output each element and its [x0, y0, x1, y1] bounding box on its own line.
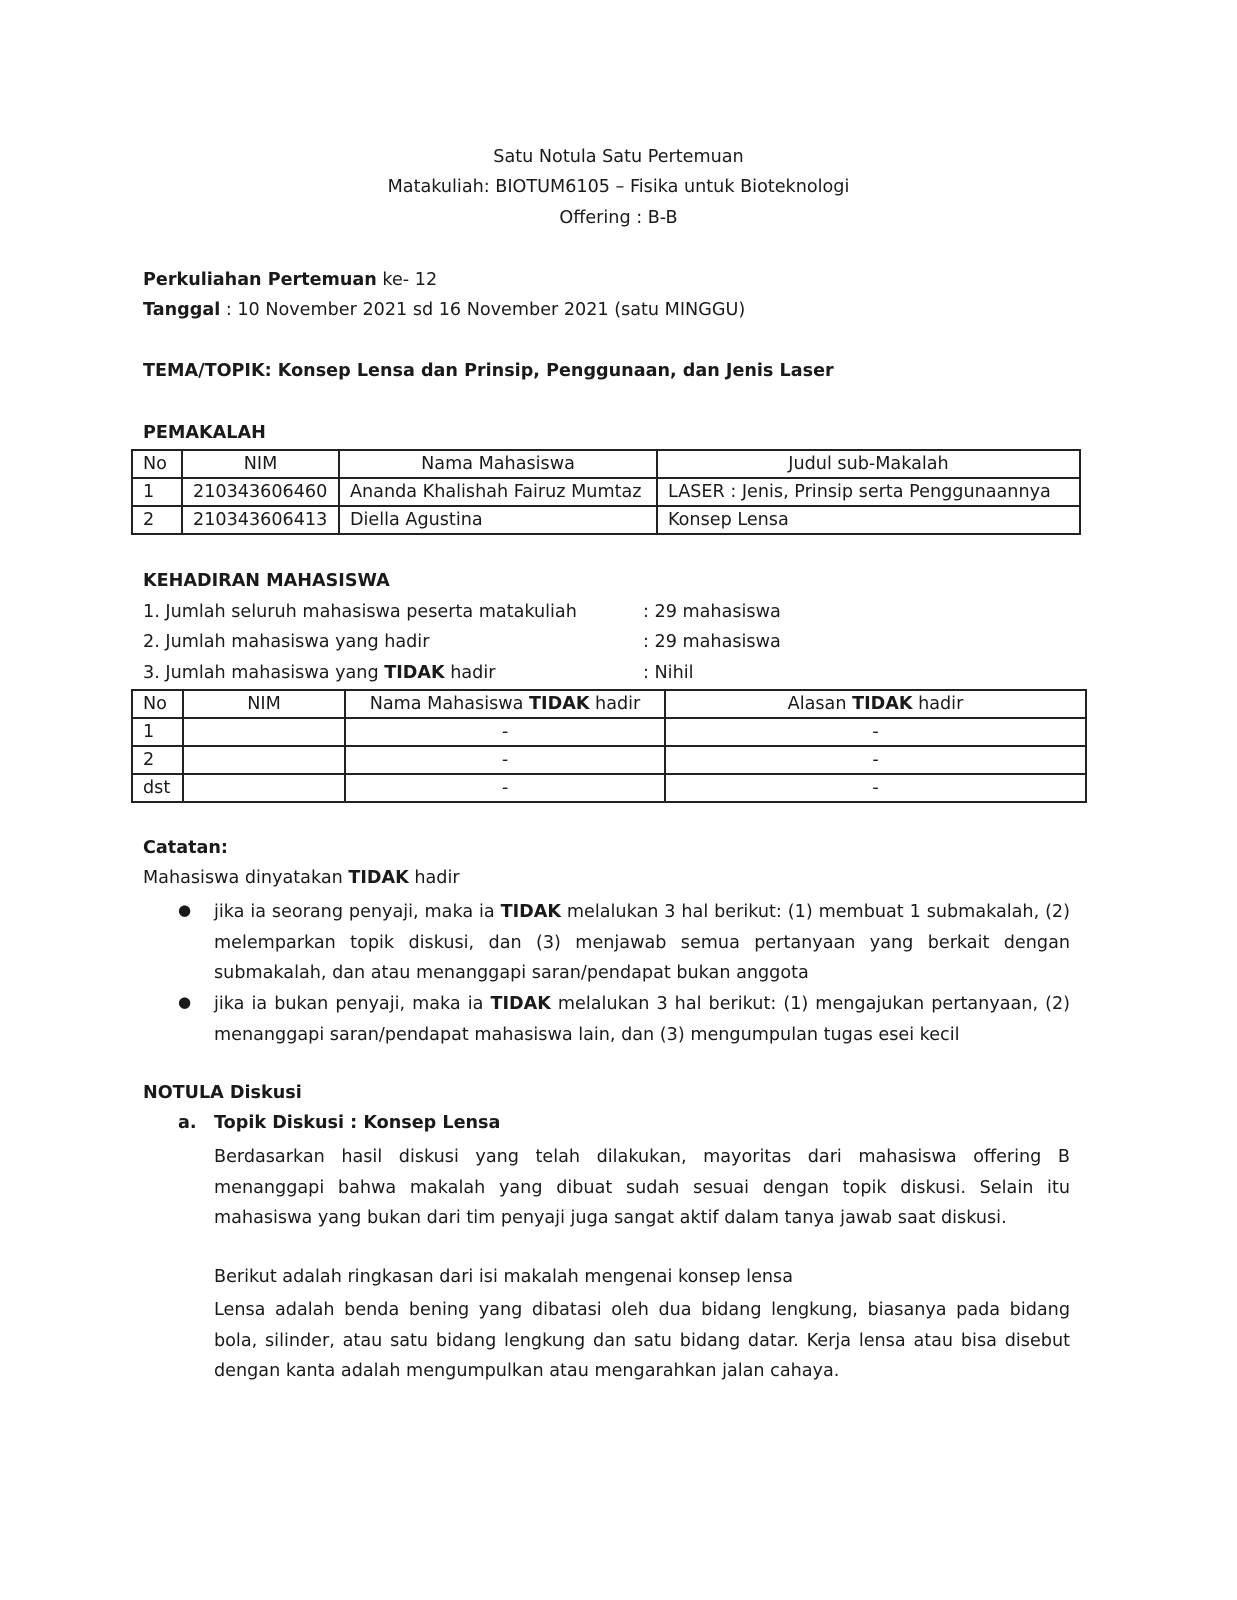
col-no: No [132, 450, 182, 478]
course-line: Matakuliah: BIOTUM6105 – Fisika untuk Bioteknologi [387, 177, 850, 197]
document-title: Satu Notula Satu Pertemuan [493, 147, 744, 167]
attendance-item-3-label: 3. Jumlah mahasiswa yang TIDAK hadir [143, 663, 496, 683]
col-absent-name: Nama Mahasiswa TIDAK hadir [345, 690, 665, 718]
cell-nim [183, 718, 345, 746]
cell-title: LASER : Jenis, Prinsip serta Penggunaannya [657, 478, 1080, 506]
attendance-item-1-label: 1. Jumlah seluruh mahasiswa peserta matakuliah [143, 602, 577, 622]
table-row [132, 506, 1080, 534]
notula-heading: NOTULA Diskusi [143, 1083, 302, 1103]
meeting-value: ke- 12 [382, 270, 438, 290]
attendance-item-2-value: : 29 mahasiswa [643, 632, 781, 652]
attendance-item-2-label: 2. Jumlah mahasiswa yang hadir [143, 632, 430, 652]
col-title: Judul sub-Makalah [657, 450, 1080, 478]
date-value: : 10 November 2021 sd 16 November 2021 (satu MINGGU) [225, 300, 746, 320]
col-absent-reason: Alasan TIDAK hadir [665, 690, 1086, 718]
notes-heading: Catatan: [143, 838, 228, 858]
attendance-item-1-value: : 29 mahasiswa [643, 602, 781, 622]
cell-name: - [345, 718, 665, 746]
cell-reason: - [665, 774, 1086, 802]
cell-name: - [345, 774, 665, 802]
col-nim: NIM [182, 450, 339, 478]
topic-heading: TEMA/TOPIK: Konsep Lensa dan Prinsip, Penggunaan, dan Jenis Laser [143, 361, 834, 381]
notes-intro: Mahasiswa dinyatakan TIDAK hadir [143, 868, 460, 888]
col-nim: NIM [183, 690, 345, 718]
offering-line: Offering : B-B [559, 208, 678, 228]
cell-title: Konsep Lensa [657, 506, 1080, 534]
cell-no: 2 [132, 746, 183, 774]
table-row [132, 478, 1080, 506]
notula-paragraph-1: Berdasarkan hasil diskusi yang telah dilakukan, mayoritas dari mahasiswa offering B menanggapi bahwa makalah yang dibuat sudah sesuai dengan topik diskusi. Selain itu mahasiswa yang bukan dari tim penyaji juga sangat aktif dalam tanya jawab saat diskusi. [214, 1147, 1070, 1228]
cell-name: Ananda Khalishah Fairuz Mumtaz [339, 478, 657, 506]
cell-no: 1 [132, 718, 183, 746]
col-name: Nama Mahasiswa [339, 450, 657, 478]
notes-bullet-2: jika ia bukan penyaji, maka ia TIDAK melalukan 3 hal berikut: (1) mengajukan pertanyaan, (2) menanggapi saran/pendapat mahasiswa lain, dan (3) mengumpulan tugas esei kecil [214, 994, 1070, 1045]
cell-name: - [345, 746, 665, 774]
table-row [132, 746, 1086, 774]
cell-nim [183, 774, 345, 802]
col-no: No [132, 690, 183, 718]
meeting-line [143, 268, 437, 292]
cell-no: 2 [132, 506, 182, 534]
notula-paragraph-2: Lensa adalah benda bening yang dibatasi oleh dua bidang lengkung, biasanya pada bidang bola, silinder, atau satu bidang lengkung dan satu bidang datar. Kerja lensa atau bisa disebut dengan kanta adalah mengumpulkan atau mengarahkan jalan cahaya. [214, 1300, 1070, 1381]
bullet-icon: ● [178, 901, 192, 919]
notula-summary-intro: Berikut adalah ringkasan dari isi makalah mengenai konsep lensa [214, 1267, 793, 1287]
bullet-icon: ● [178, 993, 192, 1011]
cell-no: dst [132, 774, 183, 802]
attendance-item-3-value: : Nihil [643, 663, 694, 683]
cell-reason: - [665, 746, 1086, 774]
table-header-row [132, 690, 1086, 718]
attendance-heading: KEHADIRAN MAHASISWA [143, 571, 390, 591]
table-row [132, 774, 1086, 802]
date-line [143, 298, 745, 322]
cell-nim: 210343606460 [182, 478, 339, 506]
cell-reason: - [665, 718, 1086, 746]
notes-bullet-1: jika ia seorang penyaji, maka ia TIDAK melalukan 3 hal berikut: (1) membuat 1 submakalah, (2) melemparkan topik diskusi, dan (3) menjawab semua pertanyaan yang berkait dengan submakalah, dan atau menanggapi saran/pendapat bukan anggota [214, 902, 1070, 983]
notula-item-marker: a. [178, 1113, 197, 1133]
cell-nim: 210343606413 [182, 506, 339, 534]
absence-table [131, 689, 1087, 803]
cell-nim [183, 746, 345, 774]
date-label: Tanggal [143, 300, 221, 320]
presenters-heading: PEMAKALAH [143, 423, 266, 443]
presenters-table [131, 449, 1081, 535]
table-row [132, 718, 1086, 746]
cell-name: Diella Agustina [339, 506, 657, 534]
table-header-row [132, 450, 1080, 478]
notula-item-title: Topik Diskusi : Konsep Lensa [214, 1113, 501, 1133]
cell-no: 1 [132, 478, 182, 506]
meeting-label: Perkuliahan Pertemuan [143, 270, 377, 290]
